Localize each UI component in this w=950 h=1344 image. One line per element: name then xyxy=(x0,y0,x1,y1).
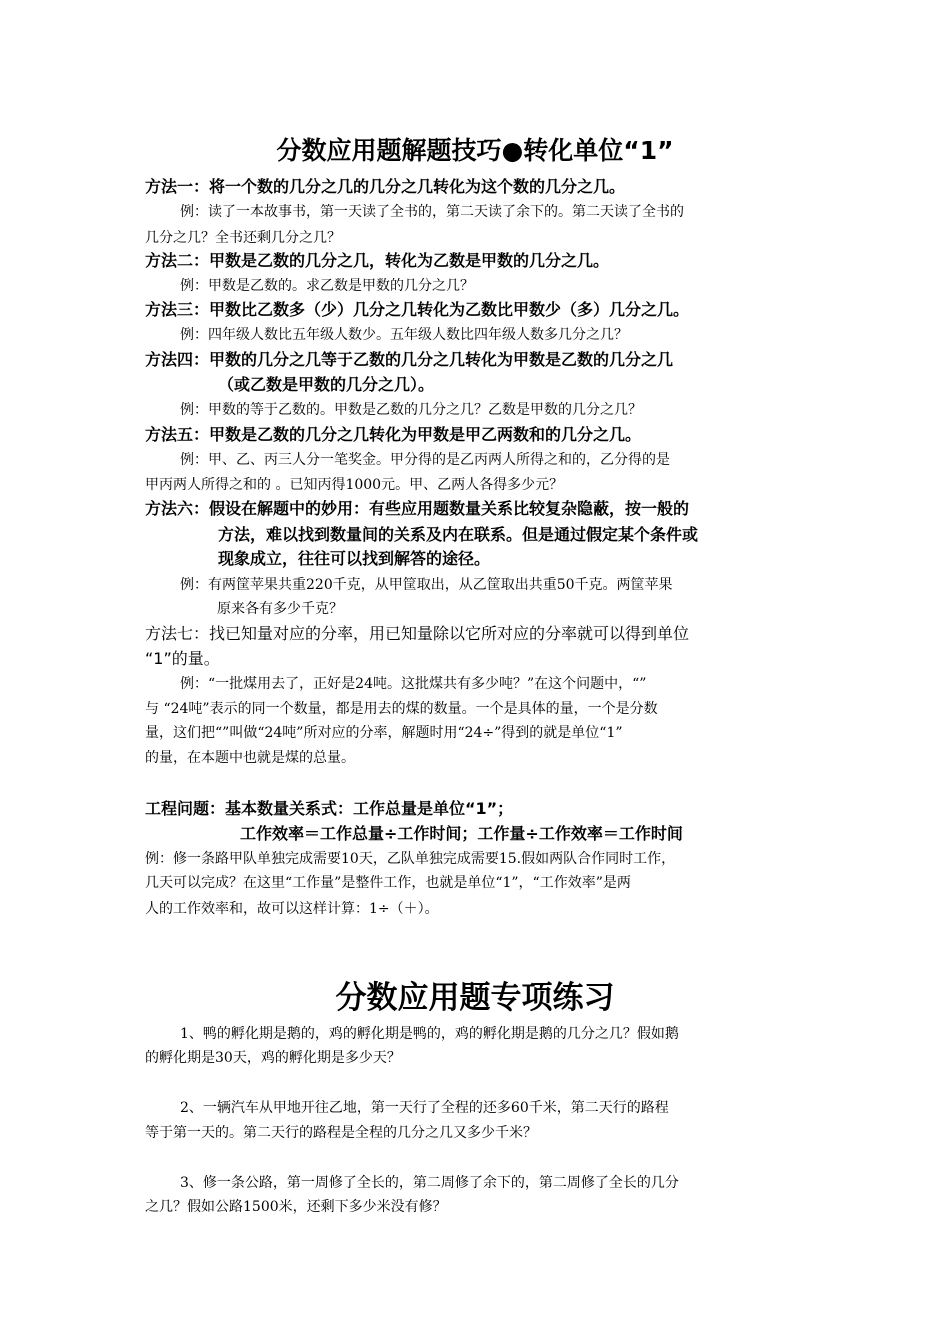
method-5-heading: 方法五：甲数是乙数的几分之几转化为甲数是甲乙两数和的几分之几。 xyxy=(145,425,642,444)
engineering-example-line-2: 几天可以完成？在这里“工作量”是整件工作，也就是单位“1”，“工作效率”是两 xyxy=(145,875,631,891)
method-4-heading-line-1: 方法四：甲数的几分之几等于乙数的几分之几转化为甲数是乙数的几分之几 xyxy=(145,350,674,369)
method-6-example-line-1: 例：有两筐苹果共重220千克，从甲筐取出，从乙筐取出共重50千克。两筐苹果 xyxy=(180,577,673,593)
method-7-heading-line-2: “1”的量。 xyxy=(145,649,220,668)
method-1-example-line-1: 例：读了一本故事书，第一天读了全书的，第二天读了余下的。第二天读了全书的 xyxy=(180,204,684,220)
engineering-example-line-1: 例：修一条路甲队单独完成需要10天，乙队单独完成需要15.假如两队合作同时工作， xyxy=(145,851,676,867)
method-6-heading-line-3: 现象成立，往往可以找到解答的途径。 xyxy=(218,549,491,568)
method-7-heading-line-1: 方法七：找已知量对应的分率，用已知量除以它所对应的分率就可以得到单位 xyxy=(145,624,690,643)
engineering-heading-line-2: 工作效率＝工作总量÷工作时间；工作量÷工作效率＝工作时间 xyxy=(240,824,683,843)
practice-2-line-1: 2、一辆汽车从甲地开往乙地，第一天行了全程的还多60千米，第二天行的路程 xyxy=(180,1100,669,1116)
method-4-example-line-1: 例：甲数的等于乙数的。甲数是乙数的几分之几？乙数是甲数的几分之几？ xyxy=(180,402,642,418)
engineering-heading-line-1: 工程问题：基本数量关系式：工作总量是单位“1”； xyxy=(145,799,514,818)
method-1-heading: 方法一：将一个数的几分之几的几分之几转化为这个数的几分之几。 xyxy=(145,177,626,196)
method-2-example-line-1: 例：甲数是乙数的。求乙数是甲数的几分之几？ xyxy=(180,278,474,294)
practice-3-line-2: 之几？假如公路1500米，还剩下多少米没有修？ xyxy=(145,1199,447,1215)
method-7-example-line-4: 的量，在本题中也就是煤的总量。 xyxy=(145,750,355,766)
main-title: 分数应用题解题技巧●转化单位“1” xyxy=(276,136,674,165)
method-6-heading-line-2: 方法，难以找到数量间的关系及内在联系。但是通过假定某个条件或 xyxy=(218,525,699,544)
method-6-heading-line-1: 方法六：假设在解题中的妙用：有些应用题数量关系比较复杂隐蔽，按一般的 xyxy=(145,499,690,518)
method-3-example-line-1: 例：四年级人数比五年级人数少。五年级人数比四年级人数多几分之几？ xyxy=(180,327,628,343)
practice-2-line-2: 等于第一天的。第二天行的路程是全程的几分之几又多少千米？ xyxy=(145,1125,537,1141)
method-5-example-line-1: 例：甲、乙、丙三人分一笔奖金。甲分得的是乙丙两人所得之和的，乙分得的是 xyxy=(180,452,670,468)
method-2-heading: 方法二：甲数是乙数的几分之几，转化为乙数是甲数的几分之几。 xyxy=(145,251,610,270)
practice-3-line-1: 3、修一条公路，第一周修了全长的，第二周修了余下的，第二周修了全长的几分 xyxy=(180,1175,679,1191)
method-7-example-line-2: 与 “24吨”表示的同一个数量，都是用去的煤的数量。一个是具体的量，一个是分数 xyxy=(145,701,658,717)
method-5-example-line-2: 甲丙两人所得之和的 。已知丙得1000元。甲、乙两人各得多少元？ xyxy=(145,477,564,493)
method-4-heading-line-2: （或乙数是甲数的几分之几）。 xyxy=(218,375,435,394)
practice-1-line-2: 的孵化期是30天，鸡的孵化期是多少天？ xyxy=(145,1050,401,1066)
method-7-example-line-1: 例：“一批煤用去了，正好是24吨。这批煤共有多少吨？”在这个问题中，“” xyxy=(180,676,647,692)
engineering-example-line-3: 人的工作效率和，故可以这样计算：1÷（＋）。 xyxy=(145,901,439,917)
practice-1-line-1: 1、鸭的孵化期是鹅的，鸡的孵化期是鸭的，鸡的孵化期是鹅的几分之几？假如鹅 xyxy=(180,1026,679,1042)
method-3-heading: 方法三：甲数比乙数多（少）几分之几转化为乙数比甲数少（多）几分之几。 xyxy=(145,300,690,319)
practice-title: 分数应用题专项练习 xyxy=(335,980,615,1016)
method-7-example-line-3: 量，这们把“”叫做“24吨”所对应的分率，解题时用“24÷”得到的就是单位“1” xyxy=(145,725,623,741)
method-1-example-line-2: 几分之几？全书还剩几分之几？ xyxy=(145,230,341,246)
method-6-example-line-2: 原来各有多少千克？ xyxy=(217,601,343,617)
